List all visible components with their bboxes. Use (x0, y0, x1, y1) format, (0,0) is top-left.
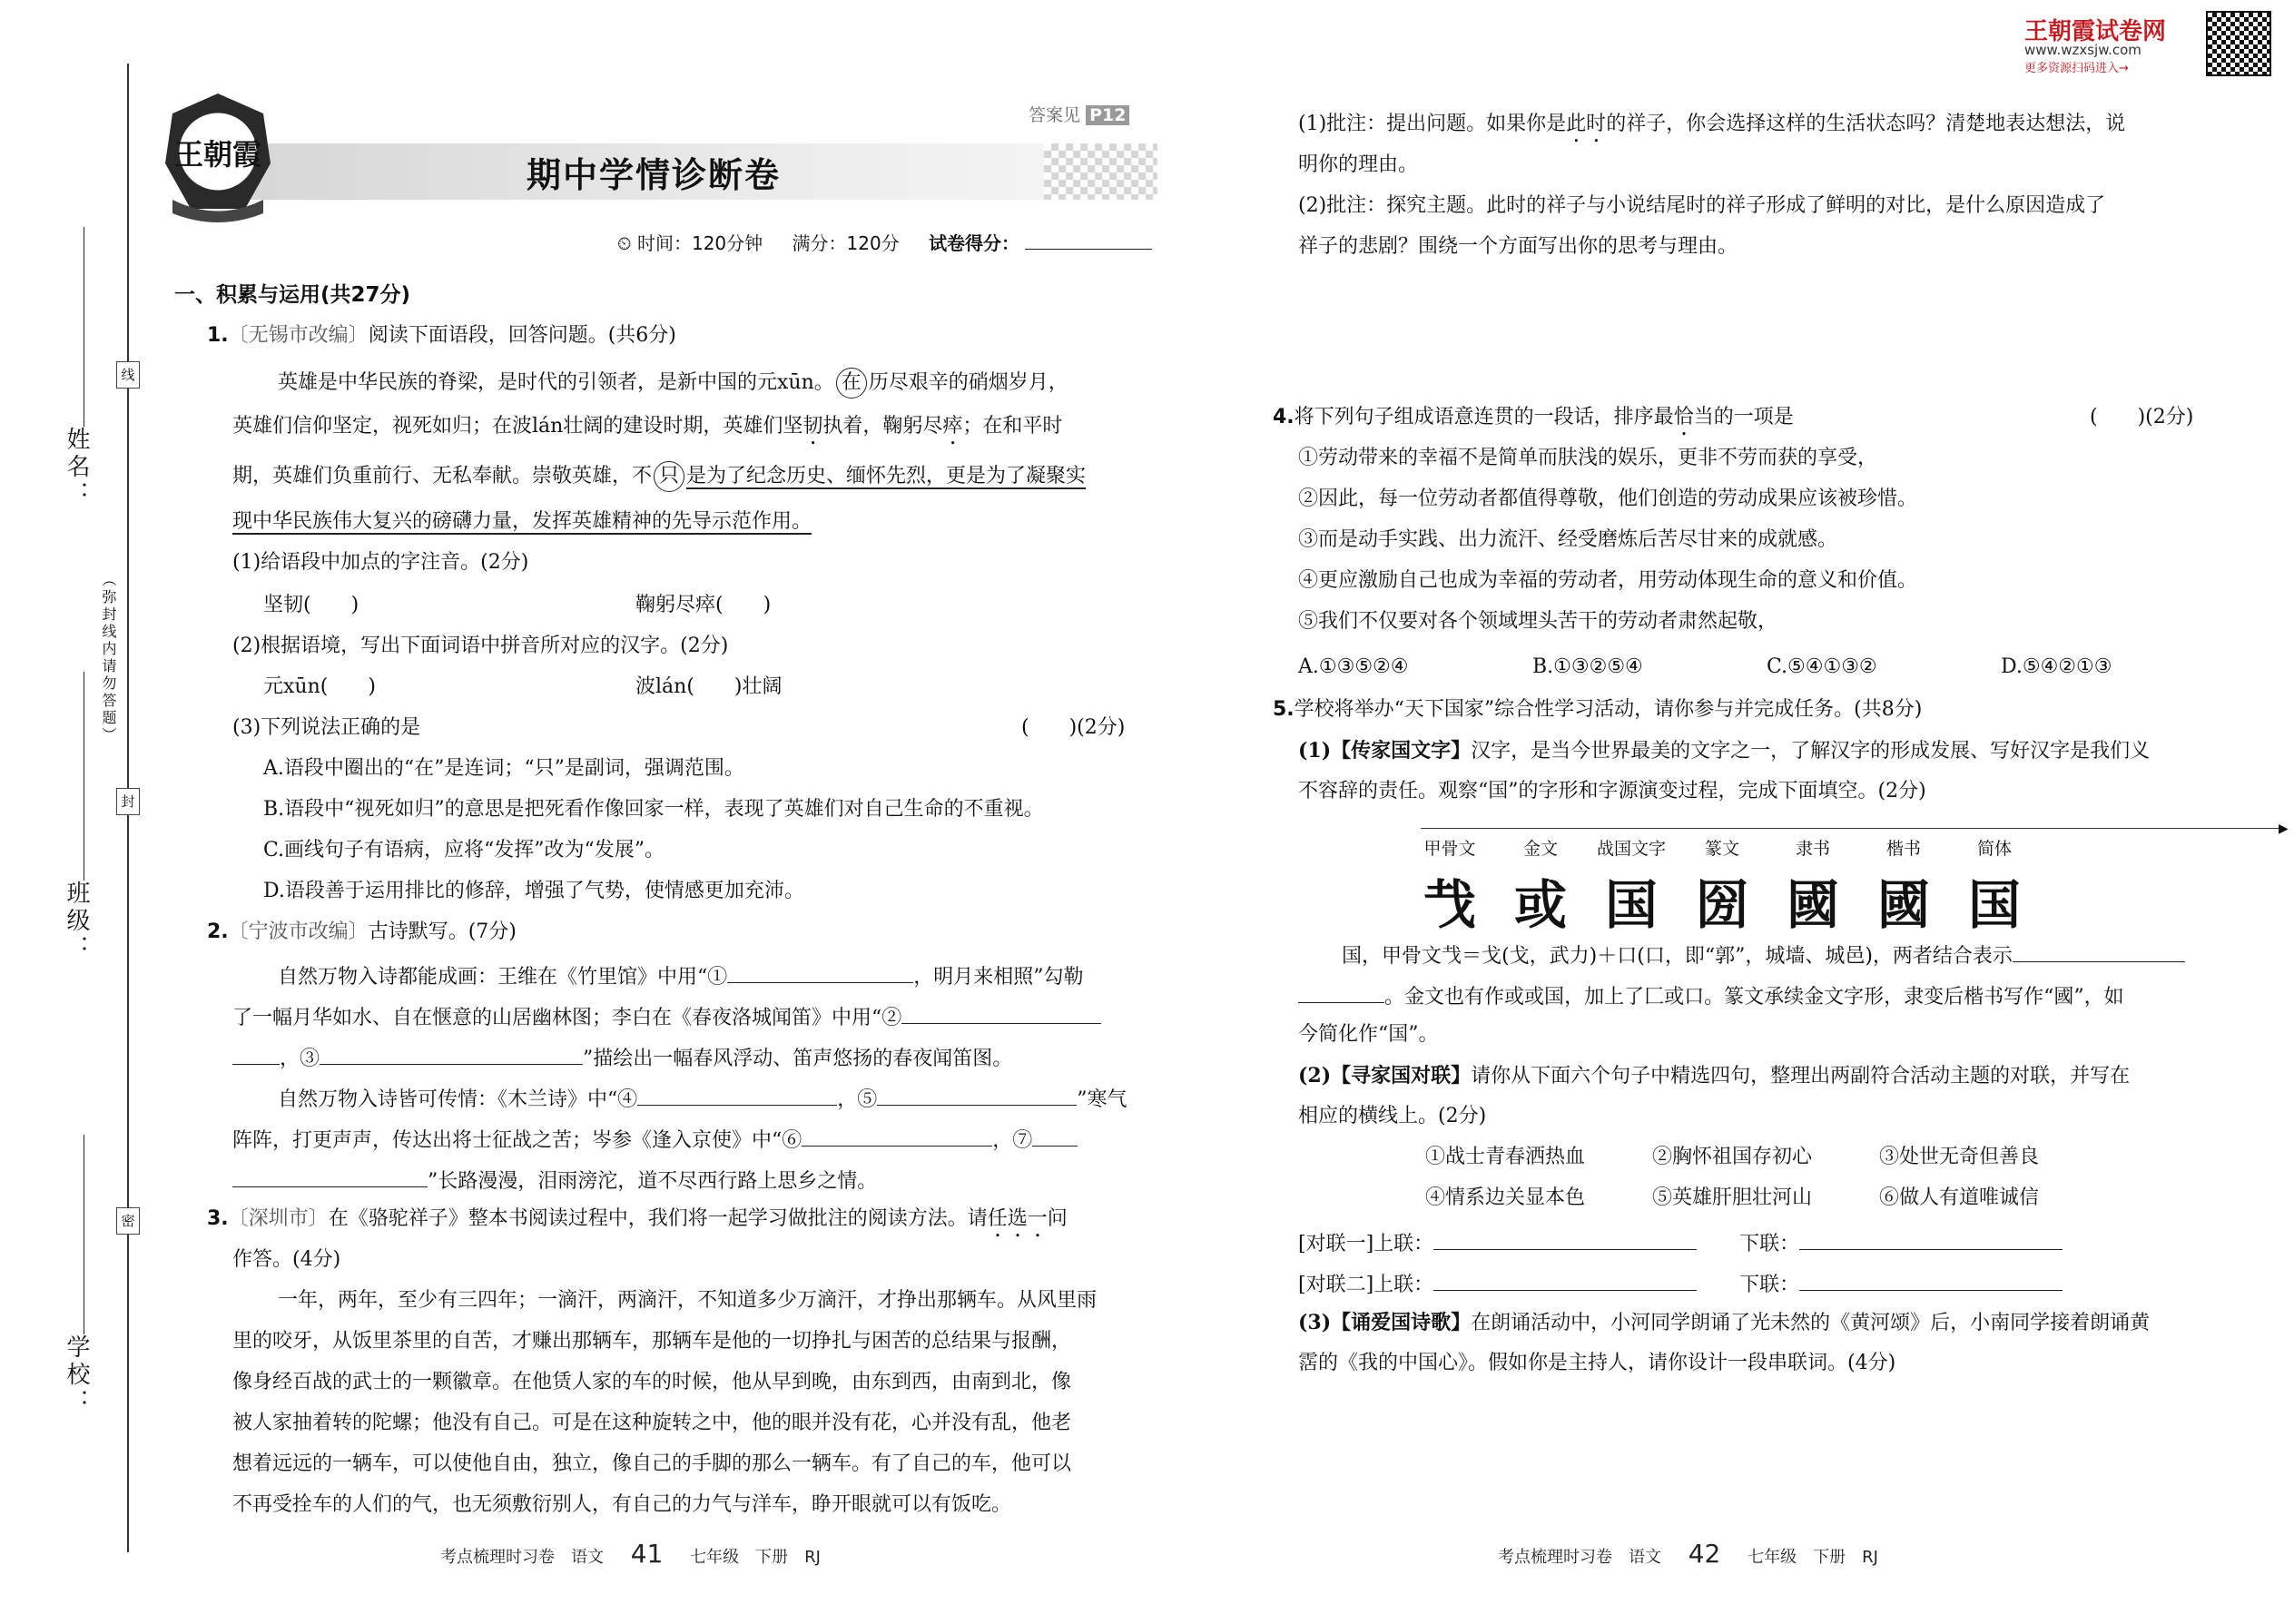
couplet-option: ④情系边关显本色 (1425, 1186, 1586, 1209)
poem-blank-4[interactable] (637, 1083, 837, 1106)
page-number-right: 42 (1688, 1539, 1721, 1569)
q2-line2: 了一幅月华如水、自在惬意的山居幽林图；李白在《春夜洛城闻笛》中用“② (232, 1001, 1101, 1032)
q1-para-line1: 英雄是中华民族的脊梁，是时代的引领者，是新中国的元xūn。 在 历尽艰辛的硝烟岁月， (278, 368, 1068, 399)
couplet1-upper-field[interactable] (1433, 1227, 1697, 1250)
evolution-blank-1b[interactable] (1298, 980, 1384, 1003)
q4-option-a: A.①③⑤②④ (1298, 655, 1409, 678)
circled-char-zai: 在 (836, 368, 867, 399)
stage-label: 隶书 (1795, 839, 1830, 859)
brand-url[interactable]: www.wzxsjw.com (2024, 42, 2141, 58)
q5-fill-line2: 。金文也有作或或国，加上了匚或口。篆文承续金文字形，隶变后楷书写作“國”，如 (1298, 980, 2124, 1011)
test-score-label: 试卷得分： (929, 232, 1020, 254)
logo-text: 王朝霞 (173, 137, 261, 172)
banner-checker (1044, 143, 1157, 200)
q1-para-line2: 英雄们信仰坚定，视死如归；在波lán壮阔的建设时期，英雄们坚韧执着，鞠躬尽瘁；在和平时 (232, 415, 1063, 438)
q1-option-a: A.语段中圈出的“在”是连词；“只”是副词，强调范围。 (263, 757, 744, 780)
q1-sub1-a[interactable]: 坚韧( ) (263, 594, 359, 616)
logo (154, 86, 281, 222)
q1-heading: 1.〔无锡市改编〕阅读下面语段，回答问题。(共6分) (207, 324, 676, 347)
q1-sub2-b[interactable]: 波lán( )壮阔 (635, 675, 783, 698)
glyph-bronze: 或 (1513, 874, 1567, 936)
arrow-right-icon: ▶ (2279, 822, 2289, 836)
box-icon: 口 (1684, 986, 1705, 1009)
q5-task1-line2: 不容辞的责任。观察“国”的字形和字源演变过程，完成下面填空。(2分) (1298, 780, 1926, 802)
bronze-variant-icon: 或 (1504, 986, 1525, 1009)
brand-name: 王朝霞试卷网 (2024, 18, 2167, 45)
poem-blank-2b[interactable] (232, 1042, 280, 1065)
q3-passage-1: 一年，两年，至少有三四年；一滴汗，两滴汗，不知道多少万滴汗，才挣出那辆车。从风里雨 (278, 1289, 1098, 1312)
q3-passage-2: 里的咬牙，从饭里茶里的自苦，才赚出那辆车，那辆车是他的一切挣扎与困苦的总结果与报酬， (232, 1330, 1072, 1353)
q1-option-c: C.画线句子有语病，应将“发挥”改为“发展”。 (263, 839, 665, 861)
glyph-oracle: 𢦏 (1423, 874, 1476, 936)
q5-heading: 5.学校将举办“天下国家”综合性学习活动，请你参与并完成任务。(共8分) (1273, 698, 1923, 721)
q5-task3-line1: (3)【诵爱国诗歌】在朗诵活动中，小河同学朗诵了光未然的《黄河颂》后，小南同学接着朗诵黄 (1298, 1311, 2151, 1334)
page-title: 期中学情诊断卷 (527, 155, 782, 195)
circled-char-zhi: 只 (654, 461, 684, 492)
q4-sentence-2: ②因此，每一位劳动者都值得尊敬，他们创造的劳动成果应该被珍惜。 (1298, 487, 1918, 510)
kou-icon: 口 (1617, 945, 1638, 968)
school-label: 学校： (63, 1334, 90, 1416)
poem-blank-3[interactable] (320, 1042, 583, 1065)
q3-task2-line2: 祥子的悲剧？围绕一个方面写出你的思考与理由。 (1298, 235, 1738, 258)
q4-sentence-3: ③而是动手实践、出力流汗、经受磨炼后苦尽甘来的成就感。 (1298, 528, 1838, 551)
couplet-option: ⑥做人有道唯诚信 (1879, 1186, 2040, 1209)
couplet-option: ⑤英雄肝胆壮河山 (1652, 1186, 1813, 1209)
couplet-option: ①战士青春洒热血 (1425, 1146, 1586, 1168)
poem-blank-6[interactable] (802, 1124, 992, 1147)
stage-label: 战国文字 (1596, 839, 1666, 859)
footer-left: 考点梳理时习卷 语文 41 七年级 下册 RJ (440, 1539, 821, 1569)
right-page (1153, 0, 2294, 1624)
q3-passage-6: 不再受拴车的人们的气，也无须敷衍别人，有自己的力气与洋车，睁开眼就可以有饭吃。 (232, 1493, 1012, 1516)
poem-blank-1[interactable] (727, 960, 913, 983)
couplet2-lower-field[interactable] (1799, 1268, 2063, 1291)
q4-sentence-4: ④更应激励自己也成为幸福的劳动者，用劳动体现生命的意义和价值。 (1298, 569, 1918, 592)
full-score-label: 满分：120分 (792, 232, 900, 254)
seal-box-line: 线 (116, 361, 140, 389)
q2-line1: 自然万物入诗都能成画：王维在《竹里馆》中用“① ，明月来相照”勾勒 (278, 960, 1084, 991)
q2-line3: ，③ ”描绘出一幅春风浮动、笛声悠扬的春夜闻笛图。 (232, 1042, 1012, 1073)
q2-line4: 自然万物入诗皆可传情：《木兰诗》中“④ ，⑤ ”寒气 (278, 1083, 1127, 1114)
q3-passage-5: 想着远远的一辆车，可以使他自由，独立，像自己的手脚的那么一辆车。有了自己的车，他可以 (232, 1452, 1072, 1475)
q5-fill-line3: 今简化作“国”。 (1298, 1023, 1439, 1046)
poem-blank-7b[interactable] (232, 1165, 428, 1187)
q1-option-b: B.语段中“视死如归”的意思是把死看作像回家一样，表现了英雄们对自己生命的不重视。 (263, 798, 1044, 821)
class-label: 班级： (63, 881, 90, 962)
q1-para-line4: 现中华民族伟大复兴的磅礴力量，发挥英雄精神的先导示范作用。 (232, 510, 812, 533)
time-label: 时间：120分钟 (636, 232, 763, 254)
q5-fill-line1: 国，甲骨文𢦏＝戈(戈，武力)＋口(口，即“郭”，城墙、城邑)，两者结合表示 (1342, 940, 2185, 970)
glyph-seal: 圀 (1695, 874, 1748, 936)
poem-blank-7[interactable] (1032, 1124, 1078, 1147)
seal-note: （弥封线内请勿答题） (100, 572, 117, 744)
glyph-regular: 國 (1876, 874, 1930, 936)
q1-sub1: (1)给语段中加点的字注音。(2分) (232, 551, 529, 574)
glyph-evolution (1409, 835, 2271, 936)
couplet1-row: [对联一]上联： 下联： (1298, 1227, 2063, 1258)
seal-box-secret: 密 (116, 1207, 140, 1235)
stage-label: 楷书 (1885, 839, 1921, 859)
q2-heading: 2.〔宁波市改编〕古诗默写。(7分) (207, 920, 517, 943)
q1-sub1-b[interactable]: 鞠躬尽瘁( ) (635, 594, 772, 616)
section-title: 一、积累与运用(共27分) (174, 283, 411, 307)
evolution-blank-1[interactable] (2013, 940, 2185, 962)
name-label: 姓名： (63, 427, 90, 508)
stage-label: 金文 (1522, 839, 1558, 859)
bracket-icon: 匚 (1644, 986, 1665, 1009)
q1-sub3: (3)下列说法正确的是 (232, 716, 421, 739)
answer-page-badge: P12 (1086, 105, 1129, 125)
q5-task1-line1: (1)【传家国文字】汉字，是当今世界最美的文字之一，了解汉字的形成发展、写好汉字是我们义 (1298, 739, 2151, 763)
q3-passage-3: 像身经百战的武士的一颗徽章。在他赁人家的车的时候，他从早到晚，由东到西，由南到北，像 (232, 1371, 1072, 1393)
q3-heading-2: 作答。(4分) (232, 1248, 341, 1271)
glyph-simplified: 国 (1967, 874, 2021, 936)
qr-code-icon[interactable] (2206, 11, 2271, 76)
q1-sub2-a[interactable]: 元xūn( ) (263, 675, 376, 698)
couplet2-upper-field[interactable] (1433, 1268, 1697, 1291)
q5-task3-line2: 霑的《我的中国心》。假如你是主持人，请你设计一段串联词。(4分) (1298, 1352, 1896, 1374)
glyph-warring: 国 (1604, 874, 1658, 936)
stage-label: 甲骨文 (1423, 839, 1476, 859)
q1-sub2: (2)根据语境，写出下面词语中拼音所对应的汉字。(2分) (232, 635, 729, 657)
q4-sentence-1: ①劳动带来的幸福不是简单而肤浅的娱乐，更非不劳而获的享受， (1298, 447, 1878, 469)
q1-option-d: D.语段善于运用排比的修辞，增强了气势，使情感更加充沛。 (263, 880, 804, 902)
glyph-oracle-icon: 𢦏 (1442, 945, 1462, 968)
q3-heading: 3.〔深圳市〕在《骆驼祥子》整本书阅读过程中，我们将一起学习做批注的阅读方法。请任选一问 (207, 1207, 1068, 1230)
q5-task2-line2: 相应的横线上。(2分) (1298, 1105, 1487, 1127)
ge-icon: 戈 (1482, 945, 1502, 968)
brand-scan: 更多资源扫码进入→ (2024, 62, 2129, 75)
q3-task2-line1: (2)批注：探究主题。此时的祥子与小说结尾时的祥子形成了鲜明的对比，是什么原因造成了 (1298, 194, 2106, 217)
bronze-variant2-icon: 国 (1544, 986, 1565, 1009)
q4-option-c: C.⑤④①③② (1767, 655, 1877, 678)
q1-sub3-answer[interactable]: ( )(2分) (1021, 716, 1126, 739)
q4-option-b: B.①③②⑤④ (1532, 655, 1643, 678)
q4-answer[interactable]: ( )(2分) (2090, 406, 2194, 428)
clock-icon: ⏲ (617, 232, 632, 254)
stage-label: 简体 (1976, 839, 2012, 859)
glyph-clerical: 國 (1786, 874, 1839, 936)
q4-option-d: D.⑤④②①③ (2001, 655, 2112, 678)
q1-para-line3: 期，英雄们负重前行、无私奉献。崇敬英雄，不 只 是为了纪念历史、缅怀先烈，更是为了凝聚实 (232, 461, 1086, 492)
evolution-timeline (1421, 828, 2283, 829)
answer-ref: 答案见 P12 (1029, 102, 1129, 126)
couplet-option: ②胸怀祖国存初心 (1652, 1146, 1813, 1168)
q3-task1-line2: 明你的理由。 (1298, 153, 1419, 176)
q5-task2-line1: (2)【寻家国对联】请你从下面六个句子中精选四句，整理出两副符合活动主题的对联，并写在 (1298, 1064, 2131, 1088)
exam-meta (617, 227, 1152, 257)
q2-line6: ”长路漫漫，泪雨滂沱，道不尽西行路上思乡之情。 (232, 1165, 877, 1196)
couplet1-lower-field[interactable] (1799, 1227, 2063, 1250)
poem-blank-5[interactable] (877, 1083, 1077, 1106)
q4-sentence-5: ⑤我们不仅要对各个领域埋头苦干的劳动者肃然起敬， (1298, 610, 1778, 633)
seal-box-seal: 封 (116, 788, 140, 815)
page-number-left: 41 (630, 1539, 664, 1569)
footer-right: 考点梳理时习卷 语文 42 七年级 下册 RJ (1498, 1539, 1878, 1569)
test-score-field[interactable] (1025, 227, 1152, 250)
q4-heading: 4.将下列句子组成语意连贯的一段话，排序最恰当的一项是 (1273, 406, 1794, 428)
q3-task1-line1: (1)批注：提出问题。如果你是此时的祥子，你会选择这样的生活状态吗？清楚地表达想法，说 (1298, 113, 2126, 135)
poem-blank-2[interactable] (901, 1001, 1101, 1024)
q2-line5: 阵阵，打更声声，传达出将士征战之苦；岑参《逢入京使》中“⑥ ，⑦ (232, 1124, 1078, 1155)
couplet-option: ③处世无奇但善良 (1879, 1146, 2040, 1168)
stage-label: 篆文 (1704, 839, 1739, 859)
q3-passage-4: 被人家抽着转的陀螺；他没有自己。可是在这种旋转之中，他的眼并没有花，心并没有乱，他老 (232, 1412, 1072, 1434)
couplet2-row: [对联二]上联： 下联： (1298, 1268, 2063, 1299)
